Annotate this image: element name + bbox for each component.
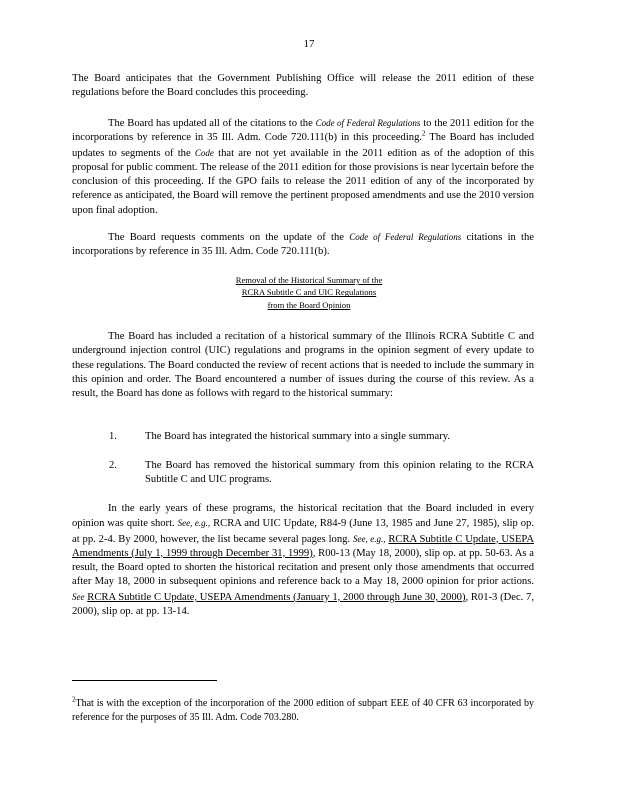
heading-line: RCRA Subtitle C and UIC Regulations	[241, 287, 377, 298]
case-citation: RCRA Subtitle C Update, USEPA Amendments (July 1, 1999 through December 31, 1999)	[72, 533, 534, 559]
text: The Board requests comments on the update of the	[108, 232, 344, 243]
text: The Board has updated all of the citations to the	[108, 118, 313, 129]
text: , R01-3 (Dec. 7, 2000), slip op. at pp. 13-14.	[72, 591, 535, 618]
list-text: The Board has removed the historical summary from this opinion relating to the RCRA Subtitle C and UIC programs.	[145, 460, 534, 486]
text: RCRA and UIC Update, R84-9 (June 13, 1985 and June 27, 1985), slip op. at pp. 2-4. By 2000, however, the list became several pages long.	[72, 518, 535, 545]
cfr-title: Code of Federal Regulations	[349, 232, 462, 242]
footnote-reference: 2	[422, 129, 426, 138]
text: In the early years of these programs, the historical recitation that the Board included in every opinion was quite short.	[72, 503, 534, 530]
paragraph-citation-update	[72, 116, 534, 218]
page-number: 17	[303, 38, 315, 50]
text: , R00-13 (May 18, 2000), slip op. at pp. 50-63. As a result, the Board opted to shorten the historical recitation and present only those amendments that occurred after May 18, 2000 in subsequent opinions and reference back to a May 18, 2000 opinion for prior actions.	[72, 547, 534, 588]
signal: See	[72, 591, 85, 602]
text: to the 2011 edition for the incorporations by reference in 35 Ill. Adm. Code 720.111(b) in this proceeding.	[72, 118, 535, 144]
text: that are not yet available in the 2011 edition as of the adoption of this proposal for public comment. The release of the 2011 edition for those provisions is near lycertain before the conclusion of this proceeding. If the GPO fails to release the 2011 edition of any of the incorporated by reference as anticipated, the Board will remove the pertinent proposed amendments and use the 2010 version upon final adoption.	[72, 147, 534, 216]
footnote-divider	[72, 680, 217, 681]
list-number: 2.	[109, 460, 117, 471]
heading-line: from the Board Opinion	[267, 299, 351, 310]
section-heading	[200, 274, 418, 311]
list-number: 1.	[109, 431, 117, 442]
case-citation: RCRA Subtitle C Update, USEPA Amendments (January 1, 2000 through June 30, 2000)	[87, 591, 466, 603]
text: citations in the incorporations by reference in 35 Ill. Adm. Code 720.111(b).	[72, 232, 534, 258]
footnote	[72, 697, 534, 725]
paragraph-historical-summary: The Board has included a recitation of a historical summary of the Illinois RCRA Subtitle C and underground injection control (UIC) regulations and programs in the opinion segment of every update to these regulations. The Board conducted the review of recent actions that is needed to include the summary in this opinion and order. The Board encountered a number of issues during the course of this review. As a result, the Board has done as follows with regard to the historical summary:	[72, 331, 534, 400]
list-text: The Board has integrated the historical summary into a single summary.	[145, 431, 450, 442]
footnote-text: That is with the exception of the incorporation of the 2000 edition of subpart EEE of 40 CFR 63 incorporated by reference for the purposes of 35 Ill. Adm. Code 703.280.	[72, 698, 534, 723]
text: The Board has included updates to segments of the	[72, 132, 534, 159]
signal: See, e.g.,	[177, 518, 211, 529]
paragraph-request-comments	[72, 230, 534, 260]
paragraph-gpo-release: The Board anticipates that the Government Publishing Office will release the 2011 edition of these regulations before the Board concludes this proceeding.	[72, 73, 534, 99]
paragraph-early-years	[72, 502, 534, 619]
code-title: Code	[194, 147, 214, 158]
heading-line: Removal of the Historical Summary of the	[235, 275, 383, 285]
footnote-mark: 2	[72, 695, 76, 704]
signal: See, e.g.,	[352, 533, 386, 544]
cfr-title: Code of Federal Regulations	[315, 118, 421, 128]
